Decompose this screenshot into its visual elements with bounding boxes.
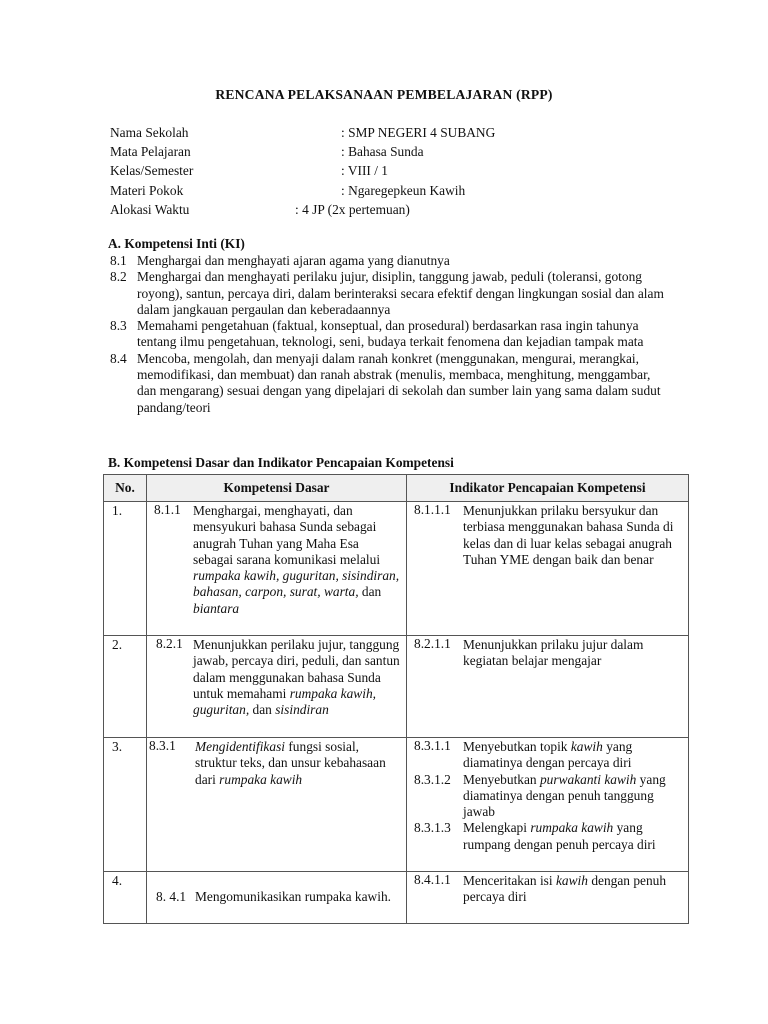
kd-code: 8.1.1 [154,502,181,517]
ipk-italic-text: purwakanti kawih [539,771,637,787]
header-kd: Kompetensi Dasar [147,475,407,502]
kd-text-tail: dan [358,584,382,600]
row-number: 1. [104,502,147,636]
section-b-heading: B. Kompetensi Dasar dan Indikator Pencapaian Kompetensi [108,455,454,470]
identity-label: Materi Pokok [110,183,184,198]
ki-item [110,269,670,318]
ipk-cell [407,872,689,924]
row-number: 2. [104,636,147,738]
identity-label: Nama Sekolah [110,125,189,140]
identity-value: : 4 JP (2x pertemuan) [295,202,410,217]
ki-text: Menghargai dan menghayati perilaku jujur, disiplin, tanggung jawab, peduli (toleransi, gotong royong), santun, percaya diri, dalam berinteraksi secara efektif dengan lingkungan sosial dan alam dalam jangkauan pergaulan dan keberadaannya [137,269,664,317]
kd-entry [147,738,406,788]
kd-italic-text: Mengidentifikasi [195,739,285,754]
ipk-text-tail: yang diamatinya dengan percaya diri [463,739,633,771]
ipk-code: 8.3.1.1 [414,738,451,753]
ipk-code: 8.1.1.1 [414,502,451,517]
kd-code: 8.2.1 [156,636,183,651]
ipk-text-tail: dengan penuh percaya diri [463,873,667,905]
ipk-text: Menyebutkan topik [463,739,571,754]
ipk-text: Melengkapi [463,820,531,836]
identity-label: Mata Pelajaran [110,144,191,159]
ki-item [110,318,670,351]
ki-text: Mencoba, mengolah, dan menyaji dalam ranah konkret (menggunakan, mengurai, merangkai, memodifikasi, dan membuat) dan ranah abstrak (menulis, membaca, menghitung, menggambar, dan mengarang) sesuai dengan yang dipelajari di sekolah dan sumber lain yang sama dalam sudut pandang/teori [137,350,661,415]
kd-italic-text: rumpaka kawih [219,771,303,787]
kd-italic-text: rumpaka kawih, guguritan, sisindiran, bahasan, carpon, surat, warta, [193,568,400,600]
ki-text: Memahami pengetahuan (faktual, konseptual, dan prosedural) berdasarkan rasa ingin tahunya tentang ilmu pengetahuan, teknologi, seni, budaya terkait fenomena dan kejadian tampak mata [137,318,644,350]
ki-number: 8.3 [110,318,127,334]
ki-number: 8.4 [110,350,127,366]
table-row [104,636,689,738]
kd-cell [147,502,407,636]
ipk-italic-text: rumpaka kawih [530,820,614,836]
ki-number: 8.2 [110,269,127,285]
ipk-text: Menceritakan isi [463,873,556,888]
kd-entry [147,872,406,905]
kd-cell [147,636,407,738]
row-number: 4. [104,872,147,924]
competency-table [103,474,689,924]
ipk-code: 8.3.1.3 [414,820,451,836]
ipk-cell [407,636,689,738]
row-number: 3. [104,738,147,872]
ipk-text-tail: yang diamatinya dengan penuh tanggung jawab [463,771,666,820]
identity-value: : SMP NEGERI 4 SUBANG [341,125,496,140]
ipk-cell [407,738,689,872]
ipk-code: 8.3.1.2 [414,771,451,787]
identity-label: Alokasi Waktu [110,202,190,217]
ipk-italic-text: kawih [555,873,588,888]
ipk-code: 8.4.1.1 [414,872,451,887]
kd-text: Menghargai, menghayati, dan mensyukuri bahasa Sunda sebagai anugrah Tuhan yang Maha Esa sebagai sarana komunikasi melalui [193,503,381,567]
ipk-entry [407,820,688,853]
ipk-text: Menyebutkan [463,771,540,787]
ipk-entry [407,636,688,670]
table-row [104,738,689,872]
ipk-entry [407,872,688,906]
ki-list [110,253,670,416]
ipk-entry [407,772,688,821]
header-no: No. [104,475,147,502]
ki-item [110,253,670,269]
document-title: RENCANA PELAKSANAAN PEMBELAJARAN (RPP) [215,87,553,102]
kd-text: fungsi sosial, struktur teks, dan unsur kebahasaan dari [195,739,386,787]
kd-code: 8.3.1 [149,738,176,753]
ipk-text: Menunjukkan prilaku bersyukur dan terbiasa menggunakan bahasa Sunda di kelas dan di luar kelas sebagai anugrah Tuhan YME dengan baik dan benar [463,503,674,567]
kd-cell [147,872,407,924]
kd-text: Mengomunikasikan rumpaka kawih. [195,889,391,904]
table-row [104,872,689,924]
kd-italic-text: biantara [193,600,240,616]
ipk-text-tail: yang rumpang dengan penuh percaya diri [463,820,656,852]
ipk-entry [407,502,688,568]
kd-entry [147,636,406,718]
kd-text-tail: dan [249,702,276,718]
ipk-code: 8.2.1.1 [414,636,451,651]
table-row [104,502,689,636]
kd-entry [147,502,406,617]
ki-number: 8.1 [110,253,127,268]
kd-text: Menunjukkan perilaku jujur, tanggung jawab, percaya diri, peduli, dan santun dalam menggunakan bahasa Sunda untuk memahami [193,637,400,701]
ki-text: Menghargai dan menghayati ajaran agama yang dianutnya [137,253,450,268]
ipk-italic-text: kawih [570,739,603,754]
section-a-heading: A. Kompetensi Inti (KI) [108,236,245,251]
identity-value: : Ngaregepkeun Kawih [341,183,466,198]
identity-label: Kelas/Semester [110,163,194,178]
ipk-text: Menunjukkan prilaku jujur dalam kegiatan belajar mengajar [463,637,644,669]
ipk-cell [407,502,689,636]
kd-cell [147,738,407,872]
kd-code: 8. 4.1 [156,889,187,904]
kd-italic-text: sisindiran [275,702,329,718]
identity-value: : Bahasa Sunda [341,144,424,159]
kd-italic-text: rumpaka kawih, guguritan, [193,685,376,718]
identity-value: : VIII / 1 [341,163,388,178]
table-header-row [104,475,689,502]
ki-item [110,351,670,416]
ipk-entry [407,738,688,772]
header-ipk: Indikator Pencapaian Kompetensi [407,475,689,502]
